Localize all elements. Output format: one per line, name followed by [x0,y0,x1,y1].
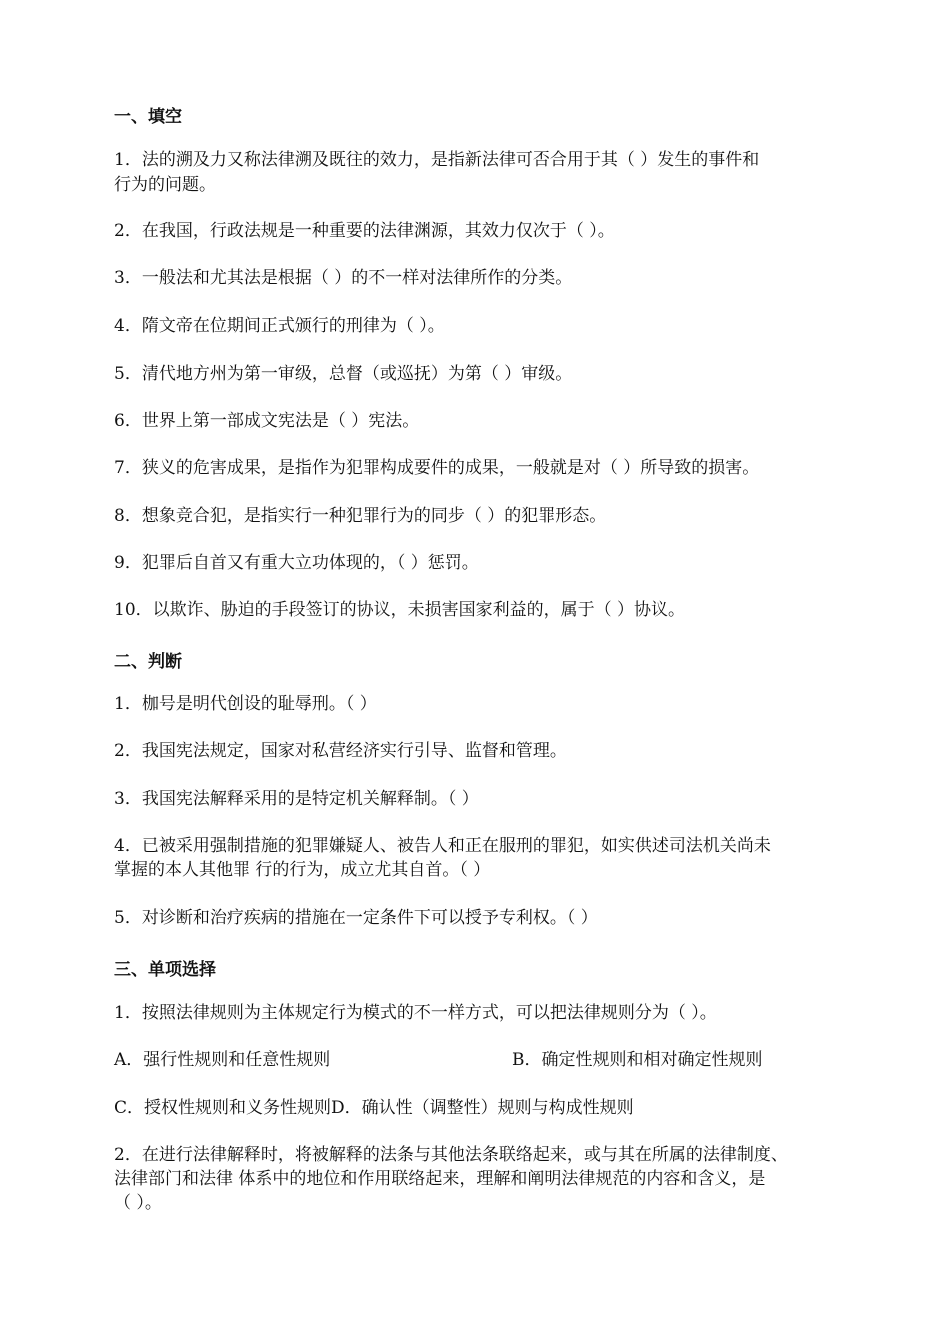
fill-blank-item-4: 4．隋文帝在位期间正式颁行的刑律为（ ）。 [114,316,445,336]
fill-blank-item-8: 8．想象竞合犯，是指实行一种犯罪行为的同步（ ）的犯罪形态。 [114,506,607,526]
judgement-item-3: 3．我国宪法解释采用的是特定机关解释制。（ ） [114,789,479,809]
section-title-judgement: 二、判断 [114,652,182,672]
judgement-item-2: 2．我国宪法规定，国家对私营经济实行引导、监督和管理。 [114,741,567,761]
choice-q2-line-1: 2．在进行法律解释时，将被解释的法条与其他法条联络起来，或与其在所属的法律制度、 [114,1145,788,1165]
choice-q1-option-b: B．确定性规则和相对确定性规则 [512,1050,763,1070]
choice-q1-options-row-1 [114,1048,854,1072]
choice-q2-line-3: （ ）。 [114,1193,162,1213]
fill-blank-item-9: 9．犯罪后自首又有重大立功体现的，（ ）惩罚。 [114,553,479,573]
fill-blank-item-10: 10．以欺诈、胁迫的手段签订的协议，未损害国家利益的，属于（ ）协议。 [114,600,686,620]
section-title-fill-blank: 一、填空 [114,107,182,127]
fill-blank-item-6: 6．世界上第一部成文宪法是（ ）宪法。 [114,411,420,431]
fill-blank-item-2: 2．在我国，行政法规是一种重要的法律渊源，其效力仅次于（ ）。 [114,221,615,241]
fill-blank-item-1-line-2: 行为的问题。 [114,175,216,195]
choice-q2-line-2: 法律部门和法律 体系中的地位和作用联络起来，理解和阐明法律规范的内容和含义，是 [114,1169,766,1189]
judgement-item-5: 5．对诊断和治疗疾病的措施在一定条件下可以授予专利权。（ ） [114,908,598,928]
fill-blank-item-1-line-1: 1．法的溯及力又称法律溯及既往的效力，是指新法律可否合用于其（ ）发生的事件和 [114,150,760,170]
choice-q1-option-a: A．强行性规则和任意性规则 [114,1050,331,1070]
choice-q1-option-cd: C．授权性规则和义务性规则D．确认性（调整性）规则与构成性规则 [114,1098,634,1118]
fill-blank-item-5: 5．清代地方州为第一审级，总督（或巡抚）为第（ ）审级。 [114,364,573,384]
choice-q1-stem: 1．按照法律规则为主体规定行为模式的不一样方式，可以把法律规则分为（ ）。 [114,1003,717,1023]
judgement-item-1: 1．枷号是明代创设的耻辱刑。（ ） [114,694,377,714]
judgement-item-4-line-1: 4．已被采用强制措施的犯罪嫌疑人、被告人和正在服刑的罪犯，如实供述司法机关尚未 [114,836,771,856]
section-title-single-choice: 三、单项选择 [114,960,216,980]
fill-blank-item-3: 3．一般法和尤其法是根据（ ）的不一样对法律所作的分类。 [114,268,573,288]
fill-blank-item-7: 7．狭义的危害成果，是指作为犯罪构成要件的成果，一般就是对（ ）所导致的损害。 [114,458,760,478]
judgement-item-4-line-2: 掌握的本人其他罪 行的行为，成立尤其自首。（ ） [114,860,491,880]
